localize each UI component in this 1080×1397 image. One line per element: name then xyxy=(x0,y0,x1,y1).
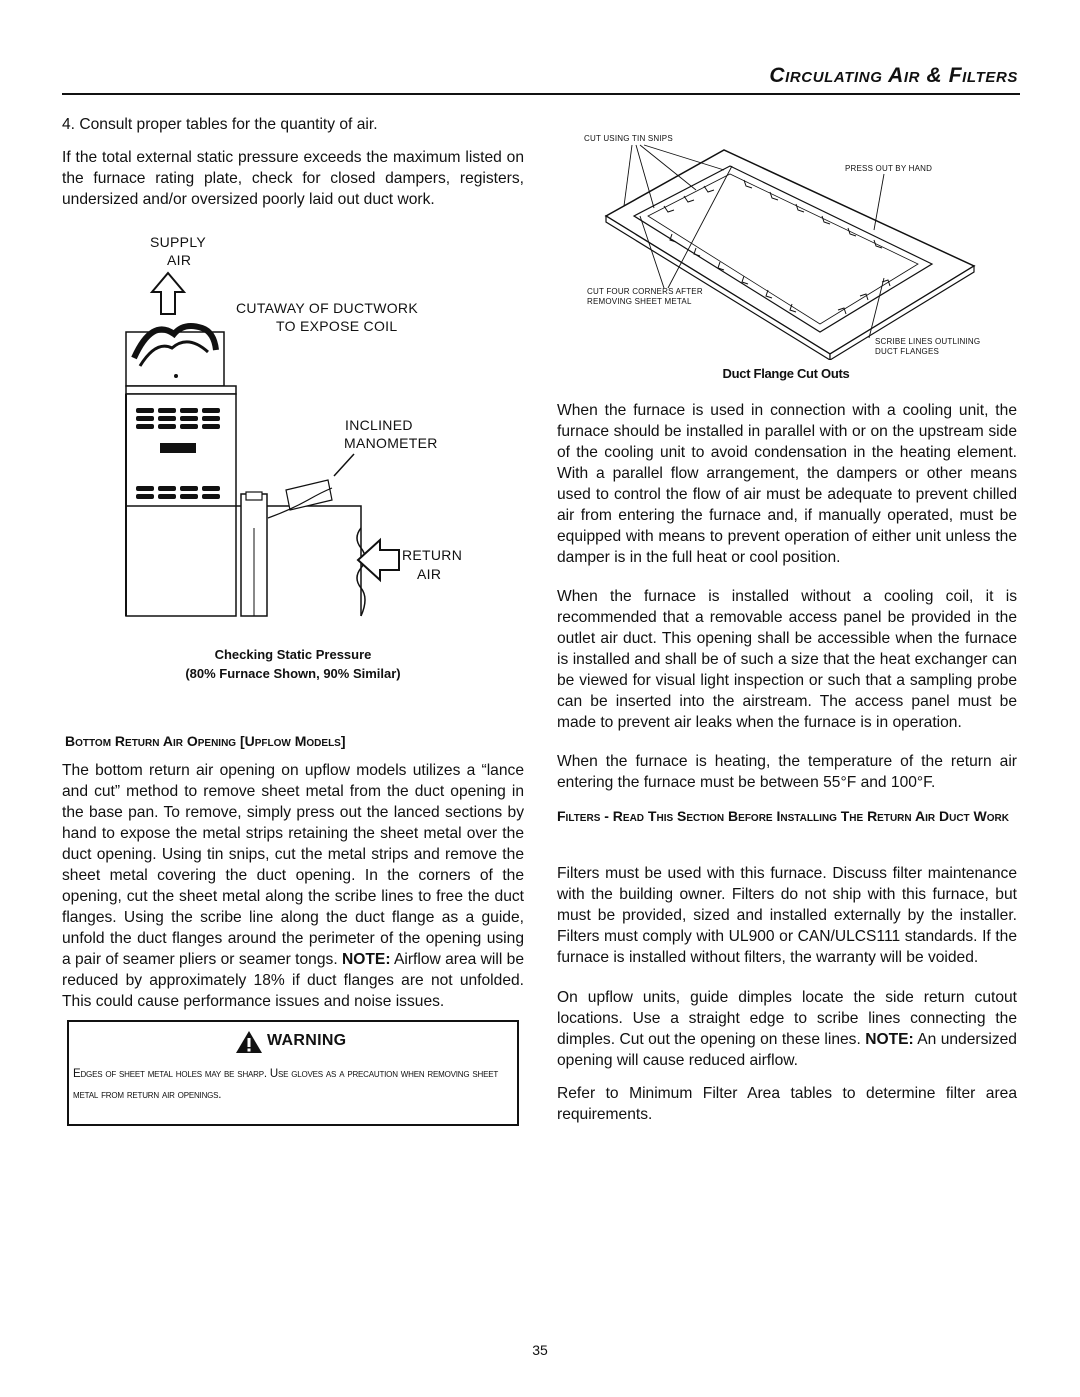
figure-caption-1: Checking Static Pressure xyxy=(214,647,372,662)
cooling-unit-paragraph: When the furnace is used in connection with a cooling unit, the furnace should be installed in parallel with or on the upstream side of the cooling unit to avoid condensation in the heating element. With a parallel flow arrangement, the dampers or other means used to control the flow of air must be adequate to prevent chilled air from entering the furnace and, if manually operated, must be equipped with means to prevent operation of either unit unless the damper is in the full heat or cool position. xyxy=(557,402,1017,566)
warning-triangle-icon xyxy=(235,1030,263,1054)
supply-air-arrow xyxy=(152,273,184,314)
press-out-label: PRESS OUT BY HAND xyxy=(845,164,933,173)
header-rule xyxy=(62,93,1020,95)
return-air-label: AIR xyxy=(417,566,442,582)
bottom-return-text: The bottom return air opening on upflow models utilizes a “lance and cut” method to remove sheet metal from the duct opening in the base pan. To remove, simply press out the lanced sections by hand to expose the metal strips retaining the sheet metal over the duct opening. Using tin snips, cut the metal strips and remove the sheet metal covering the duct opening. In the corners of the opening, cut the sheet metal along the scribe lines to free the duct flanges. Using the scribe line along the duct flange as a guide, unfold the duct flanges around the perimeter of the opening using a pair of seamer pliers or seamer tongs. xyxy=(62,762,524,968)
warning-header xyxy=(235,1030,455,1056)
bottom-return-note-text: Airflow area will be reduced by approximately 18% if duct flanges are not unfolded. This could cause performance issues and noise issues. xyxy=(62,951,525,1010)
cutaway-label-1: CUTAWAY OF DUCTWORK xyxy=(236,300,418,316)
figure-caption-2: (80% Furnace Shown, 90% Similar) xyxy=(185,666,401,681)
note-label-2: NOTE: xyxy=(865,1031,914,1048)
return-air-arrow xyxy=(358,540,399,580)
furnace-diagram xyxy=(96,228,536,628)
side-return-note-text: An undersized opening will cause reduced airflow. xyxy=(557,1031,1017,1069)
note-label: NOTE: xyxy=(342,951,391,968)
inclined-label: INCLINED xyxy=(345,417,413,433)
page-number: 35 xyxy=(532,1342,548,1358)
duct-flange-diagram xyxy=(584,130,1024,360)
filters-paragraph: Filters must be used with this furnace. Discuss filter maintenance with the building owner. Filters do not ship with this furnace, but must be provided, sized and installed externally by the installer. Filters must comply with UL900 or CAN/ULCS111 standards. If the furnace is installed without filters, the warranty will be voided. xyxy=(557,865,1017,966)
cutaway-label-2: TO EXPOSE COIL xyxy=(276,318,398,334)
side-return-text: On upflow units, guide dimples locate the side return cutout locations. Use a straight edge to scribe lines connecting the dimples. Cut out the opening on these lines. xyxy=(557,989,1017,1048)
duct-flange-caption: Duct Flange Cut Outs xyxy=(722,366,850,381)
duct-flange-figure xyxy=(584,130,1024,360)
side-return-paragraph xyxy=(557,987,1017,1071)
item-4: 4. Consult proper tables for the quantity of air. xyxy=(62,116,378,133)
supply-label: SUPPLY xyxy=(150,234,207,250)
filters-heading: Filters - Read This Section Before Installing The Return Air Duct Work xyxy=(557,808,1009,824)
page-section-title: Circulating Air & Filters xyxy=(769,64,1018,87)
bottom-return-paragraph xyxy=(62,760,524,1012)
return-air-temp-paragraph: When the furnace is heating, the temperature of the return air entering the furnace must be between 55°F and 100°F. xyxy=(557,753,1017,791)
manometer-label: MANOMETER xyxy=(344,435,438,451)
static-pressure-figure xyxy=(96,228,536,628)
four-corners-label: CUT FOUR CORNERS AFTER REMOVING SHEET METAL xyxy=(587,287,703,306)
access-panel-paragraph: When the furnace is installed without a cooling coil, it is recommended that a removable access panel be provided in the outlet air duct. This opening shall be accessible when the furnace is installed and shall be of such a size that the heat exchanger can be viewed for visual light inspection or such that a sampling probe can be inserted into the airstream. The access panel must be made to prevent air leaks when the furnace is in operation. xyxy=(557,588,1017,731)
supply-air-label: AIR xyxy=(167,252,192,268)
tin-snips-label: CUT USING TIN SNIPS xyxy=(584,134,673,143)
scribe-lines-label: SCRIBE LINES OUTLINING DUCT FLANGES xyxy=(875,337,981,356)
bottom-return-heading: Bottom Return Air Opening [Upflow Models] xyxy=(65,733,346,749)
warning-text: Edges of sheet metal holes may be sharp. Use gloves as a precaution when removing sheet metal from return air openings. xyxy=(73,1068,499,1101)
return-label: RETURN xyxy=(402,547,463,563)
warning-box xyxy=(67,1020,519,1126)
filter-area-paragraph: Refer to Minimum Filter Area tables to determine filter area requirements. xyxy=(557,1085,1017,1123)
static-pressure-paragraph: If the total external static pressure exceeds the maximum listed on the furnace rating plate, check for closed dampers, registers, undersized and/or oversized poorly laid out duct work. xyxy=(62,149,524,208)
warning-title: WARNING xyxy=(267,1032,347,1049)
